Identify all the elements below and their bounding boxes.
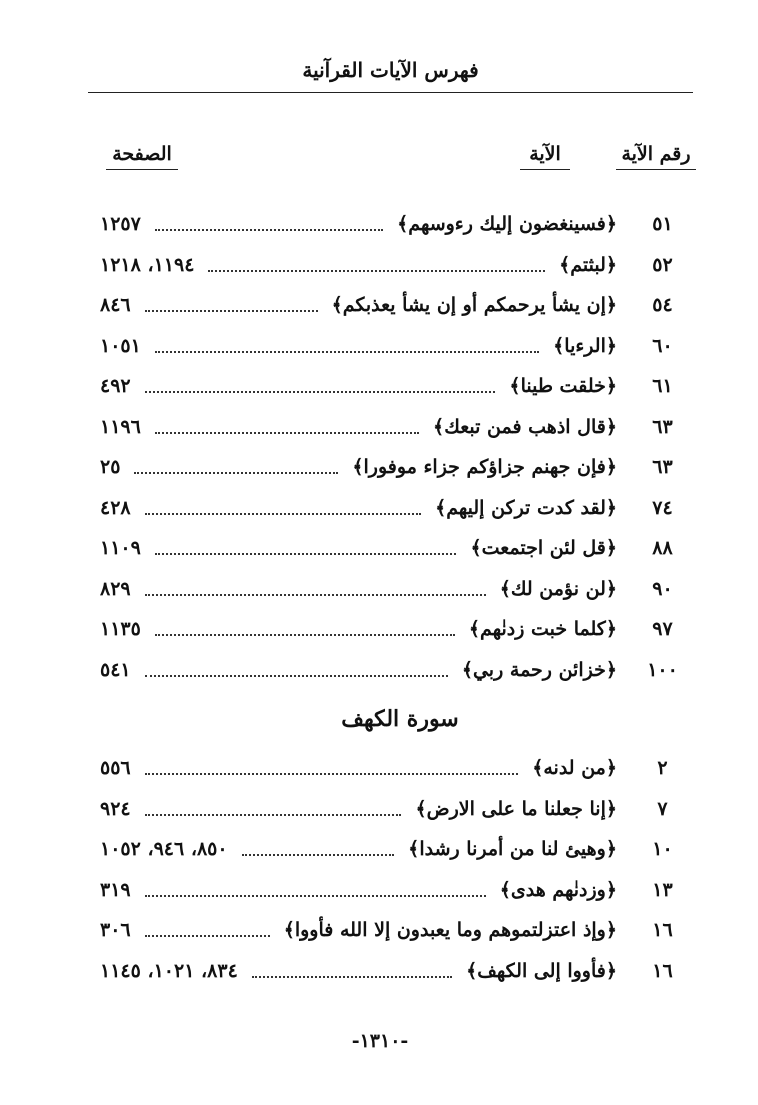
index-row (100, 407, 700, 448)
ornate-bracket-open: ﴿ (605, 838, 617, 861)
page-number: -١٣١٠- (351, 1030, 409, 1052)
surah-title: سورة الكهف (341, 706, 459, 732)
ayah-text (532, 757, 625, 779)
index-row (100, 569, 700, 610)
ayah-text (462, 659, 625, 681)
page-references: ١١٩٤، ١٢١٨ (100, 253, 195, 276)
ornate-bracket-close: ﴾ (466, 959, 478, 982)
ayah-number: ٦٣ (652, 415, 673, 438)
page-references: ٤٩٢ (100, 375, 131, 398)
column-header-page: الصفحة (106, 143, 178, 170)
index-row (100, 204, 700, 245)
ornate-bracket-open: ﴿ (605, 496, 617, 519)
ayah-number: ٧ (657, 797, 668, 820)
ornate-bracket-close: ﴾ (352, 456, 364, 479)
column-header-ayah-number: رقم الآية (616, 143, 696, 170)
index-row (100, 326, 700, 367)
page-references: ٨٣٤، ١٠٢١، ١١٤٥ (100, 959, 238, 982)
ayah-words: فإن جهنم جزاؤكم جزاء موفورا (363, 456, 606, 479)
ayah-words: إن يشأ يرحمكم أو إن يشأ يعذبكم (342, 294, 606, 317)
ornate-bracket-close: ﴾ (499, 577, 511, 600)
dot-leader (155, 553, 457, 555)
page-references: ٥٥٦ (100, 757, 131, 780)
ornate-bracket-close: ﴾ (532, 757, 544, 780)
index-row (100, 609, 700, 650)
page-references: ٣٠٦ (100, 919, 131, 942)
ayah-number: ١٦ (652, 959, 673, 982)
page-references: ١١٠٩ (100, 537, 141, 560)
ayah-text (352, 456, 625, 478)
ayah-text (284, 919, 625, 941)
ayah-text (435, 497, 625, 519)
dot-leader (145, 391, 496, 393)
ornate-bracket-close: ﴾ (468, 618, 481, 641)
ornate-bracket-open: ﴿ (605, 618, 617, 641)
ayah-number: ٩٧ (652, 618, 673, 641)
ayah-text (559, 254, 625, 276)
ornate-bracket-open: ﴿ (605, 757, 617, 780)
ayah-words: خلقت طينا (520, 375, 606, 398)
ayah-number: ٥٤ (652, 294, 673, 317)
ayah-text (433, 416, 625, 438)
dot-leader (145, 935, 270, 937)
dot-leader (242, 854, 395, 856)
page-references: ١٠٥١ (100, 334, 141, 357)
ayah-words: فسينغضون إليك رءوسهم (408, 213, 606, 236)
index-row (100, 366, 700, 407)
ornate-bracket-open: ﴿ (605, 919, 617, 942)
dot-leader (155, 634, 455, 636)
ayah-number: ٨٨ (652, 537, 673, 560)
index-row (100, 245, 700, 286)
index-list-section-1 (100, 204, 700, 690)
ornate-bracket-open: ﴿ (605, 213, 617, 236)
ayah-number: ٦٣ (652, 456, 673, 479)
index-row (100, 870, 700, 911)
ornate-bracket-open: ﴿ (605, 878, 617, 901)
dot-leader (208, 270, 545, 272)
running-header: فهرس الآيات القرآنية (302, 58, 479, 82)
ayah-words: الرءيا (564, 334, 606, 357)
ayah-text (332, 294, 625, 316)
ayah-text (469, 618, 625, 640)
ayah-text (415, 798, 625, 820)
page-references: ٥٤١ (100, 658, 131, 681)
dot-leader (145, 513, 421, 515)
ornate-bracket-close: ﴾ (408, 838, 420, 861)
index-row (100, 488, 700, 529)
ayah-words: كلما خبت زدنٰهم (480, 618, 606, 641)
ayah-text (408, 838, 625, 860)
ayah-text (553, 335, 625, 357)
ornate-bracket-open: ﴿ (605, 375, 617, 398)
page-references: ١١٩٦ (100, 415, 141, 438)
dot-leader (145, 773, 519, 775)
ayah-number: ٦١ (652, 375, 673, 398)
ayah-words: وإذ اعتزلتموهم وما يعبدون إلا الله فأووا (294, 919, 606, 942)
index-row (100, 951, 700, 992)
dot-leader (145, 814, 402, 816)
index-row (100, 528, 700, 569)
ayah-words: قل لئن اجتمعت (481, 537, 606, 560)
ornate-bracket-close: ﴾ (397, 213, 409, 236)
index-list-section-2 (100, 748, 700, 991)
index-row (100, 748, 700, 789)
page-references: ٩٢٤ (100, 797, 131, 820)
ornate-bracket-open: ﴿ (605, 253, 617, 276)
ayah-number: ٥١ (652, 213, 673, 236)
ornate-bracket-close: ﴾ (509, 375, 521, 398)
ornate-bracket-open: ﴿ (605, 456, 617, 479)
ayah-number: ٢ (657, 757, 668, 780)
page-references: ٨٥٠، ٩٤٦، ١٠٥٢ (100, 838, 228, 861)
ayah-words: إنا جعلنا ما على الارض (426, 797, 606, 820)
dot-leader (155, 351, 539, 353)
ayah-text (466, 960, 625, 982)
dot-leader (145, 310, 318, 312)
page-references: ٣١٩ (100, 878, 131, 901)
ornate-bracket-close: ﴾ (415, 797, 427, 820)
ayah-number: ١٣ (652, 878, 673, 901)
dot-leader (155, 229, 383, 231)
ayah-text (397, 213, 625, 235)
page-references: ٤٢٨ (100, 496, 131, 519)
dot-leader (145, 675, 448, 677)
page-references: ٢٥ (100, 456, 121, 479)
index-row (100, 650, 700, 691)
dot-leader (134, 472, 338, 474)
ayah-text (500, 578, 625, 600)
index-row (100, 285, 700, 326)
ayah-words: خزائن رحمة ربي (472, 658, 606, 681)
ornate-bracket-open: ﴿ (605, 797, 617, 820)
ayah-words: فأووا إلى الكهف (477, 959, 606, 982)
ayah-words: لن نؤمن لك (510, 577, 606, 600)
ayah-number: ٥٢ (652, 253, 673, 276)
ornate-bracket-open: ﴿ (605, 415, 617, 438)
ayah-number: ٧٤ (652, 496, 673, 519)
dot-leader (252, 976, 452, 978)
ayah-number: ٩٠ (652, 577, 673, 600)
ornate-bracket-close: ﴾ (470, 537, 482, 560)
ayah-text (500, 879, 625, 901)
ayah-words: من لدنه (543, 757, 606, 780)
ayah-number: ٦٠ (652, 334, 673, 357)
page-references: ٨٤٦ (100, 294, 131, 317)
ornate-bracket-open: ﴿ (605, 577, 617, 600)
ornate-bracket-close: ﴾ (331, 294, 343, 317)
ornate-bracket-close: ﴾ (553, 334, 565, 357)
ornate-bracket-close: ﴾ (461, 658, 473, 681)
ornate-bracket-open: ﴿ (605, 658, 617, 681)
page-references: ١١٣٥ (100, 618, 141, 641)
index-row (100, 447, 700, 488)
page-references: ٨٢٩ (100, 577, 131, 600)
ornate-bracket-open: ﴿ (605, 334, 617, 357)
ayah-text (509, 375, 625, 397)
ayah-number: ١٠٠ (647, 658, 678, 681)
ayah-text (470, 537, 625, 559)
ornate-bracket-close: ﴾ (283, 919, 295, 942)
ayah-number: ١٠ (652, 838, 673, 861)
ornate-bracket-close: ﴾ (499, 878, 511, 901)
index-row (100, 829, 700, 870)
ayah-words: وزدنٰهم هدى (510, 878, 606, 901)
column-header-ayah: الآية (520, 143, 570, 170)
ayah-words: وهيئ لنا من أمرنا رشدا (419, 838, 606, 861)
ornate-bracket-close: ﴾ (433, 415, 445, 438)
dot-leader (145, 594, 486, 596)
ayah-words: لبثتم (570, 253, 606, 276)
ayah-words: قال اذهب فمن تبعك (444, 415, 606, 438)
ornate-bracket-open: ﴿ (605, 537, 617, 560)
dot-leader (145, 895, 486, 897)
ornate-bracket-open: ﴿ (605, 959, 617, 982)
ornate-bracket-open: ﴿ (605, 294, 617, 317)
page-references: ١٢٥٧ (100, 213, 141, 236)
ornate-bracket-close: ﴾ (435, 496, 447, 519)
index-row (100, 789, 700, 830)
index-row (100, 910, 700, 951)
dot-leader (155, 432, 419, 434)
ayah-number: ١٦ (652, 919, 673, 942)
ayah-words: لقد كدت تركن إليهم (446, 496, 606, 519)
ornate-bracket-close: ﴾ (559, 253, 571, 276)
header-rule (88, 92, 693, 93)
